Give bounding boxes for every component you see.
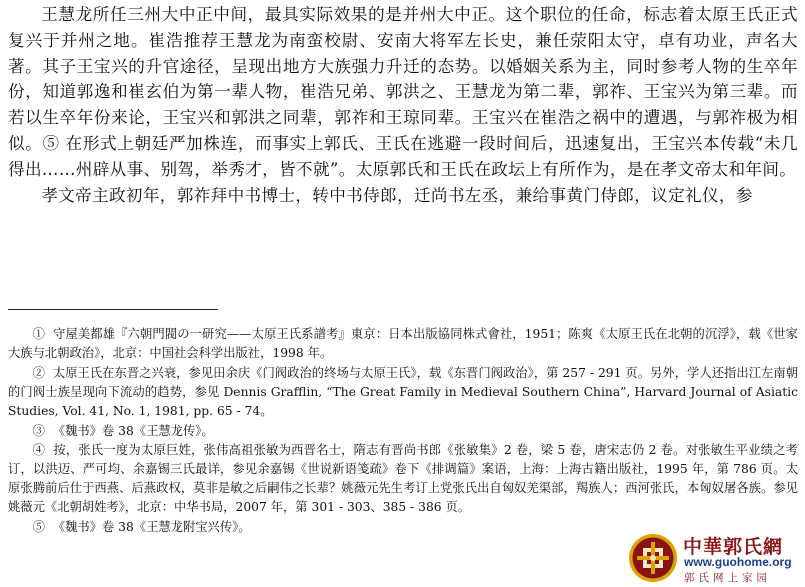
watermark-site-name: 中華郭氏網 [683, 536, 784, 558]
footnote-marker: ③ [32, 423, 45, 438]
footnote-marker: ① [32, 327, 46, 341]
site-watermark-logo [627, 530, 803, 586]
footnotes [8, 325, 798, 537]
footnote-1 [8, 325, 798, 363]
paragraph-2: 孝文帝主政初年，郭祚拜中书博士，转中书侍郎，迁尚书左丞，兼给事黄门侍郎，议定礼仪，参 [41, 185, 753, 205]
footnote-marker: ② [32, 365, 45, 380]
footnote-marker: ⑤ [32, 520, 45, 535]
footnote-text: 按，张氏一度为太原巨姓，张伟高祖张敏为西晋名士，隋志有晋尚书郎《张敏集》2 卷，梁 5 卷，唐宋志仍 2 卷。对张敏生平业绩之考订，以洪迈、严可均、余嘉锡三氏最详，参见余嘉锡《世说新语笺疏》卷下《排调篇》案语，上海：上海古籍出版社，1995 年，第 786 页。太原张腾前后仕于西燕、后燕政权，莫非是敏之后嗣伟之长辈？姚薇元先生考订上党张氏出自匈奴羌渠部，羯族人；西河张氏，本匈奴屠各族。参见姚薇元《北朝胡姓考》，北京：中华书局，2007 年，第 301 - 303、385 - 386 页。 [8, 443, 798, 515]
footnote-2 [8, 364, 798, 421]
watermark-slogan: 郭氏网上家园 [684, 572, 771, 584]
watermark-url: www.guohome.org [684, 555, 792, 569]
footnote-text: 《魏书》卷 38《王慧龙传》。 [52, 423, 214, 438]
footnote-text: 守屋美都雄『六朝門閥の一研究——太原王氏系譜考』東京：日本出版協同株式會社，1951；陈爽《太原王氏在北朝的沉浮》，载《世家大族与北朝政治》，北京：中国社会科学出版社，1998 年。 [8, 327, 798, 360]
footnote-text: 《魏书》卷 38《王慧龙附宝兴传》。 [52, 520, 251, 535]
footnote-text: 太原王氏在东晋之兴衰，参见田余庆《门阀政治的终场与太原王氏》，载《东晋门阀政治》，第 257 - 291 页。另外，学人还指出江左南朝的门阀士族呈现向下流动的趋势，参见 Dennis Grafflin, “The Great Family in Medieval Southern China”, Harvard Journal of Asiatic Studies, Vol. 41, No. 1, 1981, pp. 65 - 74。 [8, 365, 798, 418]
guo-clan-emblem-icon [627, 532, 679, 584]
footnote-marker: ④ [32, 443, 46, 458]
main-text [8, 2, 798, 208]
footnote-4 [8, 441, 798, 517]
footnote-3 [8, 422, 798, 441]
footnote-divider [8, 309, 218, 310]
paragraph-1: 王慧龙所任三州大中正中间，最具实际效果的是并州大中正。这个职位的任命，标志着太原王氏正式复兴于并州之地。崔浩推荐王慧龙为南蛮校尉、安南大将军左长史，兼任荥阳太守，卓有功业，声名大著。其子王宝兴的升官途径，呈现出地方大族强力升迁的态势。以婚姻关系为主，同时参考人物的生卒年份，知道郭逸和崔玄伯为第一辈人物，崔浩兄弟、郭洪之、王慧龙为第二辈，郭祚、王宝兴为第三辈。而若以生卒年份来论，王宝兴和郭洪之同辈，郭祚和王琼同辈。王宝兴在崔浩之祸中的遭遇，与郭祚极为相似。⑤ 在形式上朝廷严加株连，而事实上郭氏、王氏在逃避一段时间后，迅速复出，王宝兴本传载“未几得出……州辟从事、别驾，举秀才，皆不就”。太原郭氏和王氏在政坛上有所作为，是在孝文帝太和年间。 [8, 5, 798, 179]
